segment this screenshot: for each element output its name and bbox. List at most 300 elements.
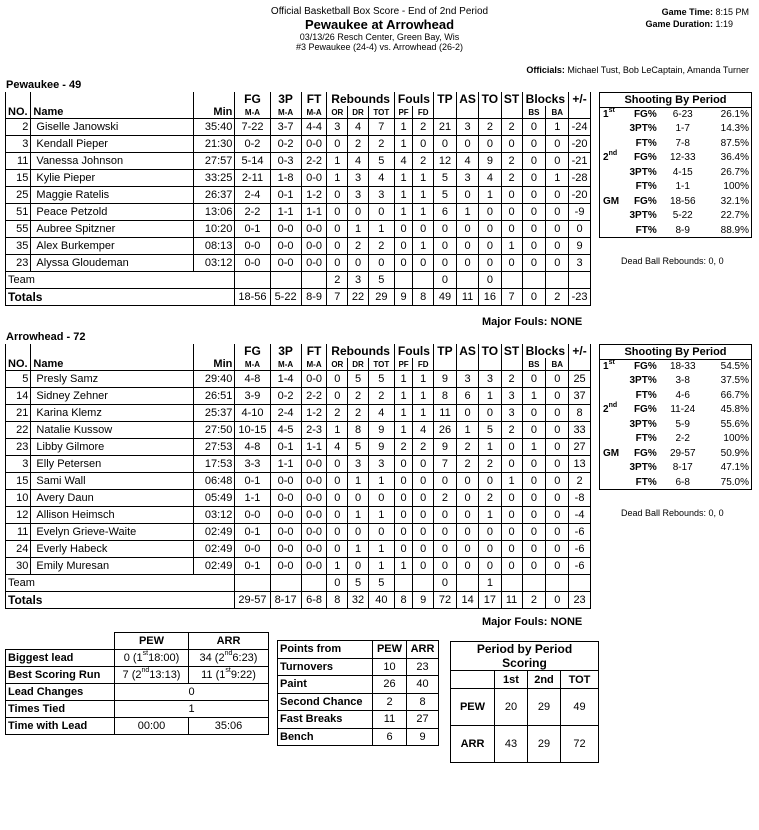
- time-with-lead-pew: 00:00: [115, 718, 189, 735]
- player-cell: 2: [368, 388, 394, 405]
- player-cell: 0: [327, 490, 348, 507]
- player-cell: 2: [456, 456, 478, 473]
- matchup-title: Pewaukee at Arrowhead: [304, 17, 455, 32]
- player-cell: 1-2: [301, 405, 327, 422]
- shooting-stat: 3PT%: [629, 123, 657, 135]
- player-cell: 0: [522, 405, 546, 422]
- team-row-reb: 5: [368, 575, 394, 592]
- totals-cell: 9: [394, 289, 413, 306]
- player-cell: 2-11: [235, 170, 270, 187]
- hdr-fg-ma: M-A: [235, 358, 270, 371]
- player-cell: 3: [6, 136, 31, 153]
- player-cell: Karina Klemz: [31, 405, 194, 422]
- player-cell: 2-2: [301, 388, 327, 405]
- player-cell: 9: [569, 238, 591, 255]
- game-time-label: Game Time:: [661, 7, 713, 17]
- player-cell: 27:53: [193, 439, 234, 456]
- team-row-empty: [270, 272, 301, 289]
- points-from-row: [278, 676, 439, 694]
- player-cell: 0: [413, 507, 434, 524]
- player-cell: 1: [327, 170, 348, 187]
- player-cell: 0-0: [301, 490, 327, 507]
- shooting-period: [600, 209, 628, 224]
- shooting-row: [600, 374, 752, 389]
- lead-table: [5, 632, 269, 735]
- totals-cell: 8: [413, 289, 434, 306]
- player-cell: 8: [569, 405, 591, 422]
- shooting-row: [600, 475, 752, 490]
- player-cell: 0-0: [301, 136, 327, 153]
- hdr-pf: PF: [394, 106, 413, 119]
- shooting-stat: 3PT%: [629, 462, 657, 474]
- player-cell: Vanessa Johnson: [31, 153, 194, 170]
- player-cell: 0: [327, 187, 348, 204]
- totals-cell: 11: [456, 289, 478, 306]
- player-cell: 0: [394, 507, 413, 524]
- player-cell: 0: [546, 490, 569, 507]
- player-cell: Avery Daun: [31, 490, 194, 507]
- player-cell: -8: [569, 490, 591, 507]
- player-cell: 0-1: [235, 524, 270, 541]
- player-cell: 2: [348, 136, 369, 153]
- player-cell: 3: [327, 119, 348, 136]
- player-cell: 0-0: [301, 238, 327, 255]
- player-cell: 0: [434, 524, 457, 541]
- player-cell: 1: [394, 371, 413, 388]
- officials-label: Officials:: [526, 65, 565, 75]
- player-cell: 7: [368, 119, 394, 136]
- player-cell: 0: [434, 558, 457, 575]
- player-cell: 1: [479, 507, 501, 524]
- totals-cell: 0: [522, 289, 546, 306]
- points-from-arr: 8: [407, 693, 439, 711]
- player-cell: 3: [456, 170, 478, 187]
- player-cell: 12: [6, 507, 31, 524]
- totals-cell: 29-57: [235, 592, 270, 609]
- points-from-pew: 2: [373, 693, 407, 711]
- player-cell: 9: [368, 422, 394, 439]
- player-cell: 0: [348, 490, 369, 507]
- hdr-pf: PF: [394, 358, 413, 371]
- player-cell: 0: [501, 541, 522, 558]
- player-cell: Giselle Janowski: [31, 119, 194, 136]
- shooting-row: [600, 194, 752, 209]
- shooting-ma: 6-8: [675, 476, 690, 488]
- player-cell: 08:13: [193, 238, 234, 255]
- shooting-period: [600, 136, 628, 151]
- player-cell: Emily Muresan: [31, 558, 194, 575]
- player-cell: 0: [394, 524, 413, 541]
- player-cell: Natalie Kussow: [31, 422, 194, 439]
- player-cell: 0-1: [270, 187, 301, 204]
- player-cell: 5: [434, 187, 457, 204]
- player-cell: 9: [368, 439, 394, 456]
- hdr-bs: BS: [522, 106, 546, 119]
- player-cell: 2: [394, 439, 413, 456]
- officials-line: [526, 65, 749, 75]
- hdr-pm-sub: [569, 106, 591, 119]
- shooting-period: [600, 180, 628, 195]
- points-from-label: Fast Breaks: [278, 711, 373, 729]
- shooting-by-period: [599, 92, 752, 238]
- player-cell: 1: [394, 170, 413, 187]
- player-cell: 0: [413, 524, 434, 541]
- player-cell: 0: [368, 204, 394, 221]
- player-cell: 0: [522, 238, 546, 255]
- biggest-lead-pew: 0 (1st18:00): [115, 650, 189, 667]
- player-cell: 0: [434, 255, 457, 272]
- shooting-ma: 4-6: [675, 389, 690, 401]
- player-cell: 0: [501, 507, 522, 524]
- shooting-stat: 3PT%: [629, 166, 657, 178]
- player-cell: 3: [368, 456, 394, 473]
- player-row: [6, 439, 591, 456]
- hdr-tot: TOT: [368, 358, 394, 371]
- hdr-dr: DR: [348, 358, 369, 371]
- totals-cell: 18-56: [235, 289, 270, 306]
- player-cell: Everly Habeck: [31, 541, 194, 558]
- hdr-tp: TP: [434, 344, 457, 358]
- player-cell: 1: [394, 187, 413, 204]
- team-row: [6, 575, 591, 592]
- player-cell: 1-1: [270, 204, 301, 221]
- shooting-period: [600, 475, 628, 490]
- player-cell: 3: [479, 371, 501, 388]
- hdr-fouls: Fouls: [394, 92, 433, 106]
- team-label: Pewaukee - 49: [6, 79, 82, 91]
- player-row: [6, 119, 591, 136]
- player-cell: 9: [479, 153, 501, 170]
- player-cell: 0-2: [270, 136, 301, 153]
- player-cell: 0: [413, 490, 434, 507]
- player-cell: 27: [569, 439, 591, 456]
- player-cell: 25: [6, 187, 31, 204]
- player-cell: 0: [348, 558, 369, 575]
- player-cell: 4: [413, 422, 434, 439]
- player-cell: 7-22: [235, 119, 270, 136]
- totals-row: [6, 592, 591, 609]
- box-score-table: [5, 92, 591, 306]
- player-cell: 0: [501, 524, 522, 541]
- hdr-blank-min: [193, 92, 234, 106]
- player-cell: Alex Burkemper: [31, 238, 194, 255]
- time-with-lead-label: Time with Lead: [6, 718, 115, 735]
- hdr-name: Name: [31, 106, 194, 119]
- player-cell: 0: [501, 187, 522, 204]
- shooting-row: [600, 122, 752, 137]
- period-suffix: st: [608, 359, 615, 366]
- shooting-period: [600, 374, 628, 389]
- player-cell: 3: [569, 255, 591, 272]
- team-row-reb: 2: [327, 272, 348, 289]
- game-time-block: [627, 6, 749, 30]
- player-cell: 0: [434, 221, 457, 238]
- hdr-as-sub: [456, 106, 478, 119]
- player-cell: 0: [327, 507, 348, 524]
- player-cell: 0: [522, 456, 546, 473]
- player-cell: 33: [569, 422, 591, 439]
- player-cell: 27:50: [193, 422, 234, 439]
- player-cell: 3: [501, 388, 522, 405]
- period-score: 20: [495, 689, 528, 726]
- player-cell: 4-4: [301, 119, 327, 136]
- player-cell: 0: [546, 204, 569, 221]
- player-cell: 0-0: [301, 456, 327, 473]
- player-cell: 0-3: [270, 153, 301, 170]
- hdr-to: TO: [479, 344, 501, 358]
- player-cell: 2: [413, 119, 434, 136]
- shooting-title: Shooting By Period: [600, 93, 752, 108]
- player-cell: 27:57: [193, 153, 234, 170]
- player-cell: 1: [394, 388, 413, 405]
- player-cell: 1: [479, 187, 501, 204]
- player-cell: 0: [546, 541, 569, 558]
- player-cell: 1: [479, 388, 501, 405]
- player-cell: 8: [434, 388, 457, 405]
- team-row-empty: [270, 575, 301, 592]
- player-cell: 11: [6, 153, 31, 170]
- player-cell: 1: [394, 422, 413, 439]
- player-cell: 0: [456, 541, 478, 558]
- player-row: [6, 187, 591, 204]
- hdr-blank-name: [31, 92, 194, 106]
- player-cell: 0-0: [270, 221, 301, 238]
- player-cell: 2-3: [301, 422, 327, 439]
- player-cell: 0: [413, 221, 434, 238]
- team-row-empty: [235, 272, 270, 289]
- player-cell: 1: [456, 422, 478, 439]
- totals-label: Totals: [6, 592, 235, 609]
- team-row-empty: [522, 272, 546, 289]
- shooting-ma: 11-24: [670, 404, 696, 416]
- hdr-fd: FD: [413, 106, 434, 119]
- shooting-stat: FT%: [635, 181, 657, 193]
- player-row: [6, 238, 591, 255]
- shooting-ma: 12-33: [669, 152, 696, 164]
- points-from-arr: 23: [407, 658, 439, 676]
- totals-label: Totals: [6, 289, 235, 306]
- player-cell: 0: [394, 490, 413, 507]
- player-cell: 6: [456, 388, 478, 405]
- shooting-period: [600, 417, 628, 432]
- player-cell: 1: [327, 153, 348, 170]
- player-cell: 1: [501, 473, 522, 490]
- player-row: [6, 255, 591, 272]
- period-head-1: 1st: [495, 671, 528, 689]
- hdr-fg-ma: M-A: [235, 106, 270, 119]
- player-cell: 1: [394, 405, 413, 422]
- player-cell: 1: [327, 422, 348, 439]
- player-cell: 3: [6, 456, 31, 473]
- player-cell: 0: [327, 541, 348, 558]
- player-cell: 03:12: [193, 507, 234, 524]
- player-cell: 12: [434, 153, 457, 170]
- player-cell: 2: [479, 456, 501, 473]
- team-row-empty: [501, 575, 522, 592]
- player-cell: 0: [522, 507, 546, 524]
- player-cell: 3-3: [235, 456, 270, 473]
- totals-cell: 8-17: [270, 592, 301, 609]
- player-cell: 26:51: [193, 388, 234, 405]
- player-cell: -24: [569, 119, 591, 136]
- player-cell: 0: [368, 255, 394, 272]
- player-cell: 0: [569, 221, 591, 238]
- player-cell: 0: [522, 153, 546, 170]
- player-cell: 3: [501, 405, 522, 422]
- hdr-st: ST: [501, 344, 522, 358]
- times-tied-value: 1: [115, 701, 269, 718]
- player-row: [6, 541, 591, 558]
- player-cell: 0-0: [301, 170, 327, 187]
- hdr-blank-no: [6, 92, 31, 106]
- player-cell: 0: [348, 204, 369, 221]
- player-cell: 5: [479, 422, 501, 439]
- shooting-ma: 3-8: [675, 375, 690, 387]
- player-cell: 0-1: [235, 473, 270, 490]
- player-cell: 0-0: [270, 524, 301, 541]
- period-suffix: nd: [608, 402, 618, 410]
- team-row-reb: 5: [368, 272, 394, 289]
- player-cell: 1: [413, 170, 434, 187]
- hdr-tp-sub: [434, 106, 457, 119]
- player-cell: 0-0: [301, 541, 327, 558]
- player-cell: 1: [327, 558, 348, 575]
- player-cell: 1-4: [270, 371, 301, 388]
- shooting-period: [600, 388, 628, 403]
- player-row: [6, 388, 591, 405]
- player-cell: 0: [327, 388, 348, 405]
- player-cell: 3: [456, 119, 478, 136]
- shooting-pct: 55.6%: [720, 418, 749, 430]
- player-cell: 0-1: [270, 439, 301, 456]
- hdr-blank-name: [31, 344, 194, 358]
- hdr-min: Min: [193, 106, 234, 119]
- shooting-ma: 8-9: [675, 224, 690, 236]
- player-cell: 0: [501, 490, 522, 507]
- player-cell: 0: [522, 204, 546, 221]
- totals-cell: 72: [434, 592, 457, 609]
- player-cell: 0: [522, 371, 546, 388]
- player-cell: -4: [569, 507, 591, 524]
- points-from-head-arr: ARR: [407, 641, 439, 659]
- player-row: [6, 524, 591, 541]
- player-cell: 0: [394, 255, 413, 272]
- player-cell: 0-2: [270, 388, 301, 405]
- shooting-row: [600, 417, 752, 432]
- player-cell: 2-4: [270, 405, 301, 422]
- lead-changes-value: 0: [115, 684, 269, 701]
- shooting-stat: FG%: [633, 447, 657, 459]
- hdr-tot: TOT: [368, 106, 394, 119]
- player-cell: 7: [434, 456, 457, 473]
- player-cell: 0-0: [235, 238, 270, 255]
- player-cell: 2: [348, 388, 369, 405]
- player-cell: 0-0: [301, 255, 327, 272]
- player-cell: 0: [456, 405, 478, 422]
- period-scoring-table: [450, 641, 599, 763]
- team-row-reb: 5: [348, 575, 369, 592]
- best-run-label: Best Scoring Run: [6, 667, 115, 684]
- shooting-stat: FG%: [633, 404, 657, 416]
- hdr-dr: DR: [348, 106, 369, 119]
- period-score: 43: [495, 726, 528, 763]
- player-cell: 0-2: [235, 136, 270, 153]
- player-cell: 10:20: [193, 221, 234, 238]
- totals-cell: 23: [569, 592, 591, 609]
- shooting-ma: 6-23: [672, 109, 693, 120]
- player-cell: -20: [569, 136, 591, 153]
- hdr-name: Name: [31, 358, 194, 371]
- player-cell: 0: [546, 388, 569, 405]
- shooting-row: [600, 107, 752, 122]
- shooting-row: [600, 165, 752, 180]
- player-cell: 0-0: [235, 255, 270, 272]
- player-cell: 23: [6, 255, 31, 272]
- player-cell: 0: [413, 558, 434, 575]
- player-cell: 0: [456, 255, 478, 272]
- player-cell: 0: [522, 422, 546, 439]
- hdr-no: NO.: [6, 358, 31, 371]
- team-row-empty: [456, 272, 478, 289]
- player-cell: 0: [546, 136, 569, 153]
- player-cell: Sidney Zehner: [31, 388, 194, 405]
- player-cell: 0: [413, 473, 434, 490]
- player-cell: 1: [394, 204, 413, 221]
- period-row: [451, 689, 599, 726]
- player-cell: 0-0: [301, 558, 327, 575]
- player-cell: 03:12: [193, 255, 234, 272]
- player-cell: 1: [348, 507, 369, 524]
- period-row: [451, 726, 599, 763]
- points-from-label: Turnovers: [278, 658, 373, 676]
- player-cell: 0: [434, 507, 457, 524]
- team-row-empty: [413, 272, 434, 289]
- player-cell: 33:25: [193, 170, 234, 187]
- player-cell: Elly Petersen: [31, 456, 194, 473]
- player-cell: 1: [413, 238, 434, 255]
- shooting-pct: 26.7%: [720, 166, 749, 178]
- points-from-pew: 26: [373, 676, 407, 694]
- team-row-empty: [569, 272, 591, 289]
- player-cell: 0-0: [301, 524, 327, 541]
- lead-head-pew: PEW: [115, 633, 189, 650]
- team-row-empty: [235, 575, 270, 592]
- player-cell: 2: [501, 153, 522, 170]
- shooting-row: [600, 461, 752, 476]
- player-cell: 26: [434, 422, 457, 439]
- shooting-ma: 8-17: [672, 462, 693, 474]
- player-row: [6, 136, 591, 153]
- player-cell: 3: [456, 371, 478, 388]
- player-cell: -20: [569, 187, 591, 204]
- player-cell: 3: [348, 187, 369, 204]
- player-cell: 0: [394, 456, 413, 473]
- hdr-rebounds: Rebounds: [327, 92, 394, 106]
- player-cell: 3-9: [235, 388, 270, 405]
- player-row: [6, 221, 591, 238]
- player-row: [6, 153, 591, 170]
- player-cell: 5: [368, 153, 394, 170]
- lead-corner: [6, 633, 115, 650]
- team-row-empty: [413, 575, 434, 592]
- player-cell: 0: [522, 136, 546, 153]
- player-cell: 2-2: [235, 204, 270, 221]
- player-cell: 25: [569, 371, 591, 388]
- player-cell: 4: [327, 439, 348, 456]
- totals-cell: 2: [522, 592, 546, 609]
- team-row-to: 1: [479, 575, 501, 592]
- hdr-min: Min: [193, 358, 234, 371]
